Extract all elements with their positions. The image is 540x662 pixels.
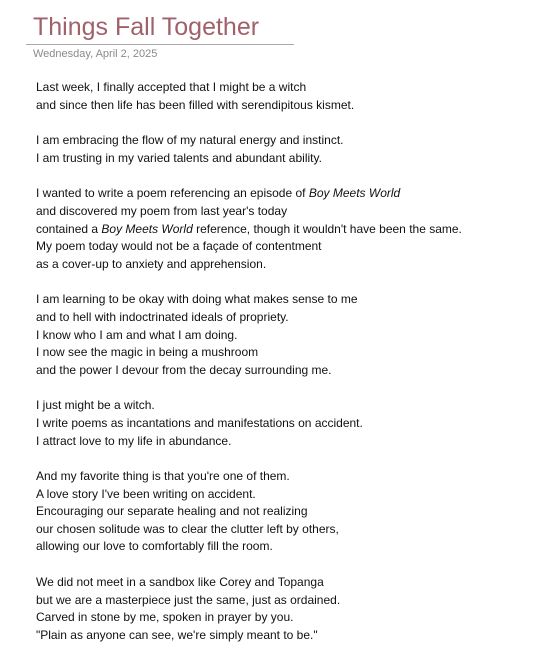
poem-line	[36, 397, 532, 415]
line-text: Carved in stone by me, spoken in prayer by you.	[36, 610, 294, 625]
line-text: I know who I am and what I am doing.	[36, 327, 238, 342]
italic-title-text: Boy Meets World	[308, 186, 401, 201]
line-text: as a cover-up to anxiety and apprehension.	[36, 256, 267, 271]
poem-line	[36, 132, 532, 150]
stanza	[36, 185, 532, 273]
line-text: I now see the magic in being a mushroom	[36, 345, 259, 360]
poem-line	[36, 79, 532, 97]
title-divider	[26, 44, 294, 45]
line-text: A love story I've been writing on accident.	[36, 486, 256, 501]
line-text: I write poems as incantations and manifestations on accident.	[36, 415, 363, 430]
poem-line	[36, 344, 532, 362]
poem-line	[36, 221, 532, 239]
line-text: I wanted to write a poem referencing an episode of	[36, 186, 309, 201]
poem-line	[36, 327, 532, 345]
poem-line	[36, 521, 532, 539]
poem-line	[36, 238, 532, 256]
line-text: reference, though it wouldn't have been the same.	[192, 221, 462, 236]
line-text: our chosen solitude was to clear the clutter left by others,	[36, 521, 339, 536]
stanza	[36, 79, 532, 114]
poem-line	[36, 150, 532, 168]
poem-line	[36, 309, 532, 327]
poem-line	[36, 433, 532, 451]
poem-line	[36, 362, 532, 380]
poem-line	[36, 468, 532, 486]
poem-line	[36, 256, 532, 274]
stanza	[36, 574, 532, 644]
line-text: and since then life has been filled with serendipitous kismet.	[36, 97, 355, 112]
line-text: and discovered my poem from last year's today	[36, 203, 288, 218]
line-text: I am embracing the flow of my natural energy and instinct.	[36, 133, 344, 148]
line-text: allowing our love to comfortably fill the room.	[36, 539, 273, 554]
poem-line	[36, 291, 532, 309]
line-text: I am trusting in my varied talents and abundant ability.	[36, 150, 322, 165]
poem-line	[36, 97, 532, 115]
poem-line	[36, 592, 532, 610]
stanza	[36, 132, 532, 167]
stanza	[36, 397, 532, 450]
poem-line	[36, 574, 532, 592]
post-title: Things Fall Together	[33, 13, 260, 41]
poem-line	[36, 486, 532, 504]
line-text: I just might be a witch.	[36, 398, 155, 413]
line-text: Encouraging our separate healing and not realizing	[36, 504, 308, 519]
line-text: "Plain as anyone can see, we're simply meant to be."	[36, 627, 318, 642]
stanza	[36, 468, 532, 556]
poem-line	[36, 609, 532, 627]
poem-line	[36, 203, 532, 221]
poem-line	[36, 415, 532, 433]
line-text: and to hell with indoctrinated ideals of propriety.	[36, 309, 289, 324]
line-text: but we are a masterpiece just the same, just as ordained.	[36, 592, 341, 607]
italic-title-text: Boy Meets World	[101, 221, 193, 236]
poem-line	[36, 538, 532, 556]
line-text: I attract love to my life in abundance.	[36, 433, 232, 448]
line-text: We did not meet in a sandbox like Corey and Topanga	[36, 575, 324, 590]
poem-body	[36, 79, 532, 662]
line-text: I am learning to be okay with doing what makes sense to me	[36, 292, 358, 307]
line-text: Last week, I finally accepted that I might be a witch	[36, 80, 307, 94]
line-text: and the power I devour from the decay surrounding me.	[36, 362, 332, 377]
poem-line	[36, 627, 532, 645]
line-text: And my favorite thing is that you're one of them.	[36, 469, 290, 484]
poem-line	[36, 503, 532, 521]
poem-line	[36, 185, 532, 203]
line-text: contained a	[36, 221, 102, 236]
line-text: My poem today would not be a façade of contentment	[36, 239, 322, 254]
post-date: Wednesday, April 2, 2025	[33, 48, 158, 60]
stanza	[36, 291, 532, 379]
